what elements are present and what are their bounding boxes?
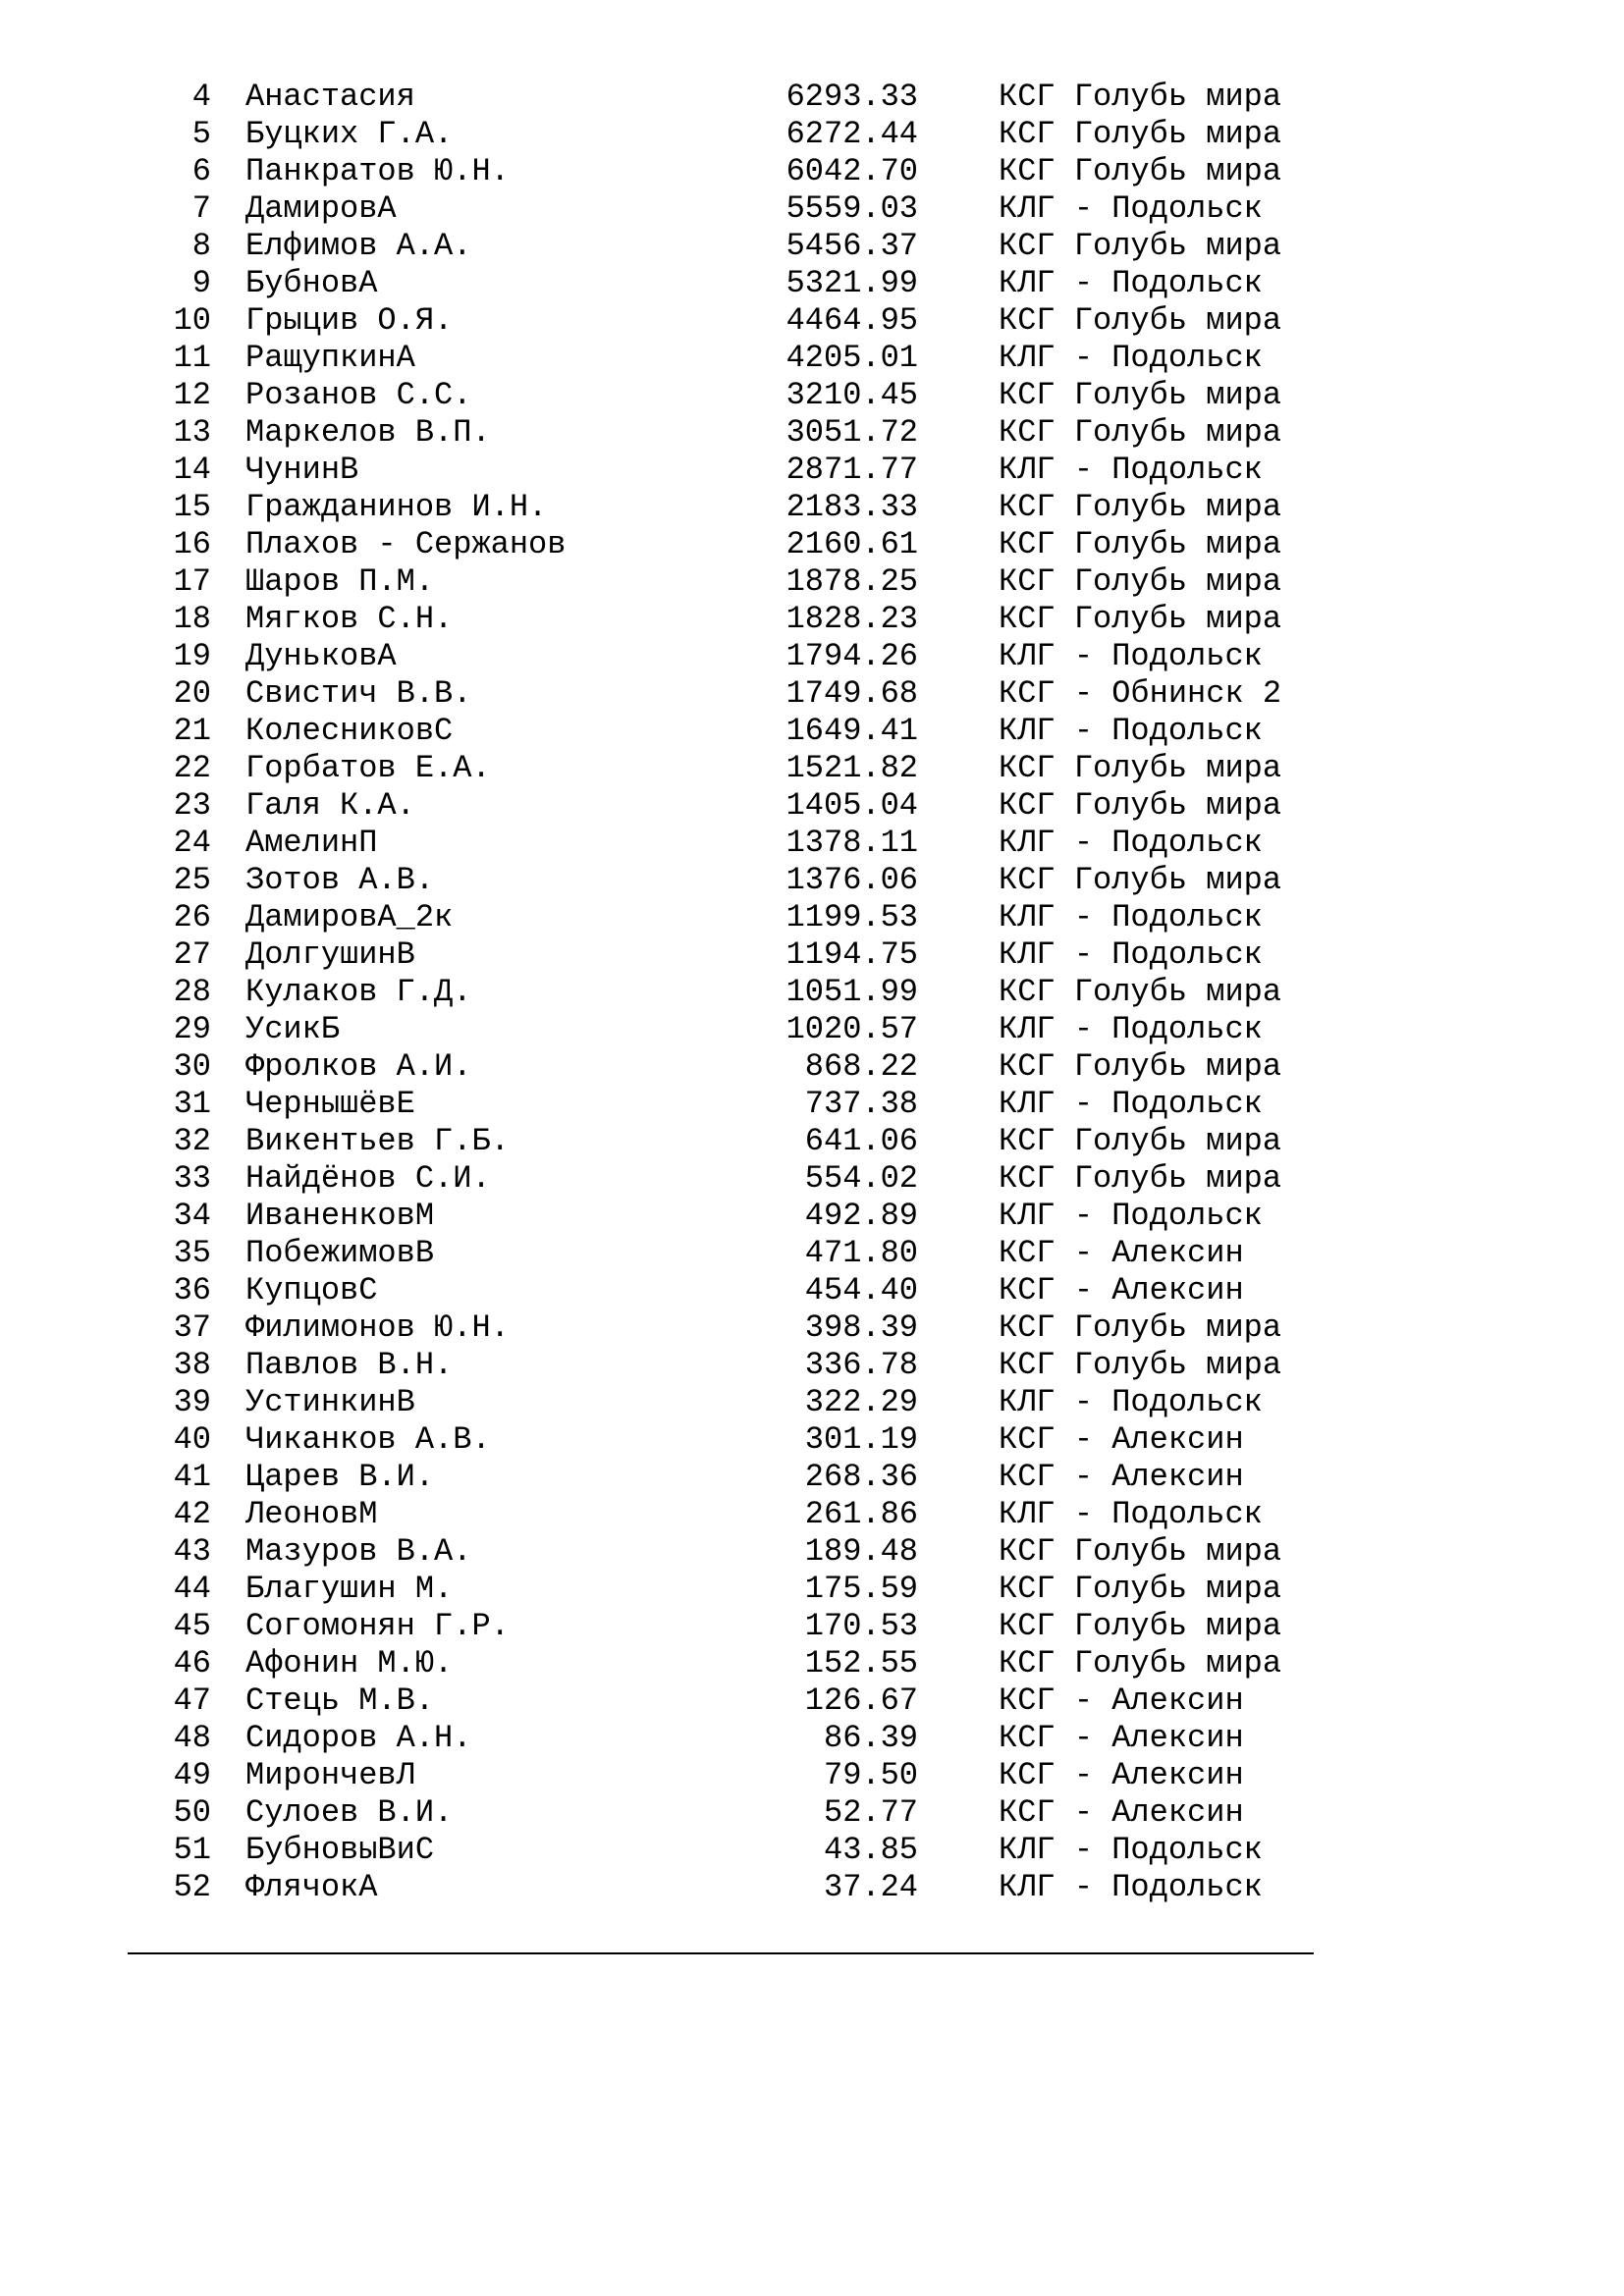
participant-name: Зотов А.В. — [245, 862, 435, 898]
table-row — [162, 79, 1311, 116]
club-name: КСГ - Алексин — [999, 1682, 1244, 1719]
table-row — [162, 1757, 1311, 1794]
score-value: 1828.23 — [785, 601, 918, 637]
participant-name: Галя К.А. — [245, 787, 415, 824]
table-row — [162, 675, 1311, 713]
row-number: 5 — [191, 116, 211, 152]
club-name: КСГ Голубь мира — [999, 601, 1282, 637]
participant-name: Мазуров В.А. — [245, 1533, 472, 1570]
bottom-divider — [128, 1952, 1314, 1954]
row-number: 50 — [173, 1794, 211, 1831]
participant-name: УсикБ — [245, 1011, 341, 1047]
participant-name: ДолгушинВ — [245, 936, 415, 973]
club-name: КЛГ - Подольск — [999, 1086, 1263, 1122]
participant-name: ДамировА — [245, 190, 397, 227]
participant-name: Свистич В.В. — [245, 675, 472, 712]
row-number: 42 — [173, 1496, 211, 1532]
table-row — [162, 1571, 1311, 1608]
score-value: 5456.37 — [785, 228, 918, 264]
participant-name: Маркелов В.П. — [245, 414, 491, 451]
participant-name: Панкратов Ю.Н. — [245, 153, 510, 189]
club-name: КЛГ - Подольск — [999, 190, 1263, 227]
score-value: 1878.25 — [785, 563, 918, 600]
table-row — [162, 1011, 1311, 1048]
table-row — [162, 1496, 1311, 1533]
score-value: 554.02 — [804, 1160, 918, 1197]
participant-name: Шаров П.М. — [245, 563, 435, 600]
score-value: 1794.26 — [785, 638, 918, 674]
score-value: 301.19 — [804, 1421, 918, 1458]
table-row — [162, 638, 1311, 675]
table-row — [162, 1160, 1311, 1198]
participant-name: Кулаков Г.Д. — [245, 974, 472, 1010]
results-table — [162, 79, 1311, 1906]
club-name: КСГ Голубь мира — [999, 1309, 1282, 1346]
score-value: 1194.75 — [785, 936, 918, 973]
row-number: 51 — [173, 1832, 211, 1868]
table-row — [162, 936, 1311, 974]
participant-name: БубновА — [245, 265, 378, 301]
table-row — [162, 1720, 1311, 1757]
row-number: 52 — [173, 1869, 211, 1905]
table-row — [162, 601, 1311, 638]
score-value: 6042.70 — [785, 153, 918, 189]
row-number: 27 — [173, 936, 211, 973]
row-number: 7 — [191, 190, 211, 227]
score-value: 6272.44 — [785, 116, 918, 152]
row-number: 31 — [173, 1086, 211, 1122]
table-row — [162, 1235, 1311, 1272]
participant-name: КупцовС — [245, 1272, 378, 1308]
club-name: КСГ Голубь мира — [999, 974, 1282, 1010]
club-name: КСГ Голубь мира — [999, 526, 1282, 562]
score-value: 1020.57 — [785, 1011, 918, 1047]
score-value: 492.89 — [804, 1198, 918, 1234]
score-value: 336.78 — [804, 1347, 918, 1383]
score-value: 471.80 — [804, 1235, 918, 1271]
row-number: 21 — [173, 713, 211, 749]
table-row — [162, 153, 1311, 190]
row-number: 26 — [173, 899, 211, 935]
row-number: 35 — [173, 1235, 211, 1271]
score-value: 737.38 — [804, 1086, 918, 1122]
table-row — [162, 1384, 1311, 1421]
score-value: 175.59 — [804, 1571, 918, 1607]
club-name: КЛГ - Подольск — [999, 265, 1263, 301]
row-number: 30 — [173, 1048, 211, 1085]
score-value: 268.36 — [804, 1459, 918, 1495]
row-number: 38 — [173, 1347, 211, 1383]
club-name: КЛГ - Подольск — [999, 452, 1263, 488]
score-value: 398.39 — [804, 1309, 918, 1346]
table-row — [162, 489, 1311, 526]
participant-name: ДамировА_2к — [245, 899, 454, 935]
score-value: 3051.72 — [785, 414, 918, 451]
row-number: 15 — [173, 489, 211, 525]
club-name: КСГ Голубь мира — [999, 1123, 1282, 1159]
row-number: 32 — [173, 1123, 211, 1159]
club-name: КЛГ - Подольск — [999, 936, 1263, 973]
row-number: 23 — [173, 787, 211, 824]
participant-name: БубновыВиС — [245, 1832, 435, 1868]
table-row — [162, 1272, 1311, 1309]
participant-name: ЧернышёвЕ — [245, 1086, 415, 1122]
participant-name: ФлячокА — [245, 1869, 378, 1905]
club-name: КЛГ - Подольск — [999, 1869, 1263, 1905]
table-row — [162, 340, 1311, 377]
club-name: КЛГ - Подольск — [999, 1198, 1263, 1234]
participant-name: Стець М.В. — [245, 1682, 435, 1719]
score-value: 2871.77 — [785, 452, 918, 488]
club-name: КСГ Голубь мира — [999, 1645, 1282, 1682]
club-name: КСГ Голубь мира — [999, 1571, 1282, 1607]
row-number: 24 — [173, 825, 211, 861]
score-value: 5559.03 — [785, 190, 918, 227]
table-row — [162, 228, 1311, 265]
score-value: 641.06 — [804, 1123, 918, 1159]
club-name: КЛГ - Подольск — [999, 713, 1263, 749]
table-row — [162, 1869, 1311, 1906]
participant-name: Афонин М.Ю. — [245, 1645, 454, 1682]
club-name: КСГ Голубь мира — [999, 1347, 1282, 1383]
participant-name: Гражданинов И.Н. — [245, 489, 548, 525]
participant-name: Павлов В.Н. — [245, 1347, 454, 1383]
table-row — [162, 713, 1311, 750]
participant-name: Сулоев В.И. — [245, 1794, 454, 1831]
table-row — [162, 1459, 1311, 1496]
row-number: 40 — [173, 1421, 211, 1458]
table-row — [162, 1123, 1311, 1160]
row-number: 17 — [173, 563, 211, 600]
club-name: КЛГ - Подольск — [999, 638, 1263, 674]
table-row — [162, 1794, 1311, 1832]
row-number: 16 — [173, 526, 211, 562]
table-row — [162, 974, 1311, 1011]
participant-name: Филимонов Ю.Н. — [245, 1309, 510, 1346]
row-number: 45 — [173, 1608, 211, 1644]
row-number: 44 — [173, 1571, 211, 1607]
table-row — [162, 190, 1311, 228]
row-number: 18 — [173, 601, 211, 637]
club-name: КСГ - Алексин — [999, 1720, 1244, 1756]
score-value: 1405.04 — [785, 787, 918, 824]
participant-name: Сидоров А.Н. — [245, 1720, 472, 1756]
score-value: 1051.99 — [785, 974, 918, 1010]
row-number: 41 — [173, 1459, 211, 1495]
score-value: 1521.82 — [785, 750, 918, 786]
table-row — [162, 1421, 1311, 1459]
club-name: КСГ - Обнинск 2 — [999, 675, 1282, 712]
table-row — [162, 862, 1311, 899]
club-name: КСГ Голубь мира — [999, 153, 1282, 189]
club-name: КСГ - Алексин — [999, 1459, 1244, 1495]
table-row — [162, 526, 1311, 563]
participant-name: ЧунинВ — [245, 452, 359, 488]
table-row — [162, 1086, 1311, 1123]
club-name: КЛГ - Подольск — [999, 340, 1263, 376]
row-number: 37 — [173, 1309, 211, 1346]
club-name: КСГ Голубь мира — [999, 377, 1282, 413]
row-number: 39 — [173, 1384, 211, 1420]
table-row — [162, 1608, 1311, 1645]
score-value: 4464.95 — [785, 302, 918, 339]
score-value: 52.77 — [823, 1794, 918, 1831]
row-number: 10 — [173, 302, 211, 339]
table-row — [162, 750, 1311, 787]
row-number: 46 — [173, 1645, 211, 1682]
row-number: 20 — [173, 675, 211, 712]
score-value: 5321.99 — [785, 265, 918, 301]
table-row — [162, 1048, 1311, 1086]
club-name: КСГ - Алексин — [999, 1794, 1244, 1831]
club-name: КСГ Голубь мира — [999, 489, 1282, 525]
club-name: КСГ Голубь мира — [999, 228, 1282, 264]
table-row — [162, 1832, 1311, 1869]
table-row — [162, 452, 1311, 489]
row-number: 12 — [173, 377, 211, 413]
table-row — [162, 563, 1311, 601]
row-number: 48 — [173, 1720, 211, 1756]
row-number: 9 — [191, 265, 211, 301]
participant-name: Розанов С.С. — [245, 377, 472, 413]
score-value: 2183.33 — [785, 489, 918, 525]
table-row — [162, 899, 1311, 936]
table-row — [162, 1309, 1311, 1347]
participant-name: Буцких Г.А. — [245, 116, 454, 152]
score-value: 1749.68 — [785, 675, 918, 712]
score-value: 1378.11 — [785, 825, 918, 861]
participant-name: Согомонян Г.Р. — [245, 1608, 510, 1644]
row-number: 33 — [173, 1160, 211, 1197]
club-name: КСГ Голубь мира — [999, 787, 1282, 824]
participant-name: Найдёнов С.И. — [245, 1160, 491, 1197]
row-number: 43 — [173, 1533, 211, 1570]
row-number: 14 — [173, 452, 211, 488]
table-row — [162, 265, 1311, 302]
participant-name: ПобежимовВ — [245, 1235, 435, 1271]
club-name: КСГ Голубь мира — [999, 1533, 1282, 1570]
club-name: КСГ Голубь мира — [999, 116, 1282, 152]
club-name: КЛГ - Подольск — [999, 1011, 1263, 1047]
club-name: КЛГ - Подольск — [999, 825, 1263, 861]
score-value: 86.39 — [823, 1720, 918, 1756]
participant-name: Фролков А.И. — [245, 1048, 472, 1085]
row-number: 29 — [173, 1011, 211, 1047]
participant-name: ИваненковМ — [245, 1198, 435, 1234]
club-name: КСГ Голубь мира — [999, 563, 1282, 600]
club-name: КЛГ - Подольск — [999, 1832, 1263, 1868]
club-name: КСГ - Алексин — [999, 1757, 1244, 1793]
club-name: КСГ Голубь мира — [999, 302, 1282, 339]
score-value: 2160.61 — [785, 526, 918, 562]
table-row — [162, 1347, 1311, 1384]
score-value: 6293.33 — [785, 79, 918, 115]
club-name: КСГ - Алексин — [999, 1235, 1244, 1271]
club-name: КЛГ - Подольск — [999, 1384, 1263, 1420]
participant-name: Грыцив О.Я. — [245, 302, 454, 339]
club-name: КЛГ - Подольск — [999, 899, 1263, 935]
club-name: КСГ - Алексин — [999, 1421, 1244, 1458]
row-number: 22 — [173, 750, 211, 786]
row-number: 28 — [173, 974, 211, 1010]
participant-name: Викентьев Г.Б. — [245, 1123, 510, 1159]
participant-name: Царев В.И. — [245, 1459, 435, 1495]
participant-name: Горбатов Е.А. — [245, 750, 491, 786]
score-value: 37.24 — [823, 1869, 918, 1905]
score-value: 79.50 — [823, 1757, 918, 1793]
table-row — [162, 414, 1311, 452]
row-number: 4 — [191, 79, 211, 115]
row-number: 11 — [173, 340, 211, 376]
row-number: 13 — [173, 414, 211, 451]
participant-name: АмелинП — [245, 825, 378, 861]
row-number: 34 — [173, 1198, 211, 1234]
score-value: 189.48 — [804, 1533, 918, 1570]
club-name: КСГ Голубь мира — [999, 1160, 1282, 1197]
participant-name: ЛеоновМ — [245, 1496, 378, 1532]
score-value: 261.86 — [804, 1496, 918, 1532]
score-value: 170.53 — [804, 1608, 918, 1644]
participant-name: МирончевЛ — [245, 1757, 415, 1793]
table-row — [162, 825, 1311, 862]
club-name: КСГ Голубь мира — [999, 414, 1282, 451]
row-number: 8 — [191, 228, 211, 264]
score-value: 43.85 — [823, 1832, 918, 1868]
participant-name: Чиканков А.В. — [245, 1421, 491, 1458]
participant-name: Плахов - Сержанов — [245, 526, 567, 562]
score-value: 1649.41 — [785, 713, 918, 749]
club-name: КСГ - Алексин — [999, 1272, 1244, 1308]
row-number: 49 — [173, 1757, 211, 1793]
participant-name: Благушин М. — [245, 1571, 454, 1607]
row-number: 36 — [173, 1272, 211, 1308]
participant-name: Анастасия — [245, 79, 415, 115]
participant-name: КолесниковС — [245, 713, 454, 749]
score-value: 1199.53 — [785, 899, 918, 935]
score-value: 3210.45 — [785, 377, 918, 413]
table-row — [162, 1682, 1311, 1720]
participant-name: ДуньковА — [245, 638, 397, 674]
table-row — [162, 302, 1311, 340]
club-name: КСГ Голубь мира — [999, 750, 1282, 786]
club-name: КСГ Голубь мира — [999, 1608, 1282, 1644]
score-value: 1376.06 — [785, 862, 918, 898]
table-row — [162, 377, 1311, 414]
row-number: 25 — [173, 862, 211, 898]
row-number: 19 — [173, 638, 211, 674]
score-value: 126.67 — [804, 1682, 918, 1719]
table-row — [162, 1533, 1311, 1571]
score-value: 454.40 — [804, 1272, 918, 1308]
participant-name: РащупкинА — [245, 340, 415, 376]
club-name: КСГ Голубь мира — [999, 79, 1282, 115]
table-row — [162, 1645, 1311, 1682]
club-name: КЛГ - Подольск — [999, 1496, 1263, 1532]
table-row — [162, 787, 1311, 825]
table-row — [162, 116, 1311, 153]
score-value: 868.22 — [804, 1048, 918, 1085]
row-number: 6 — [191, 153, 211, 189]
club-name: КСГ Голубь мира — [999, 1048, 1282, 1085]
table-row — [162, 1198, 1311, 1235]
score-value: 4205.01 — [785, 340, 918, 376]
participant-name: УстинкинВ — [245, 1384, 415, 1420]
participant-name: Мягков С.Н. — [245, 601, 454, 637]
club-name: КСГ Голубь мира — [999, 862, 1282, 898]
score-value: 152.55 — [804, 1645, 918, 1682]
row-number: 47 — [173, 1682, 211, 1719]
score-value: 322.29 — [804, 1384, 918, 1420]
participant-name: Елфимов А.А. — [245, 228, 472, 264]
